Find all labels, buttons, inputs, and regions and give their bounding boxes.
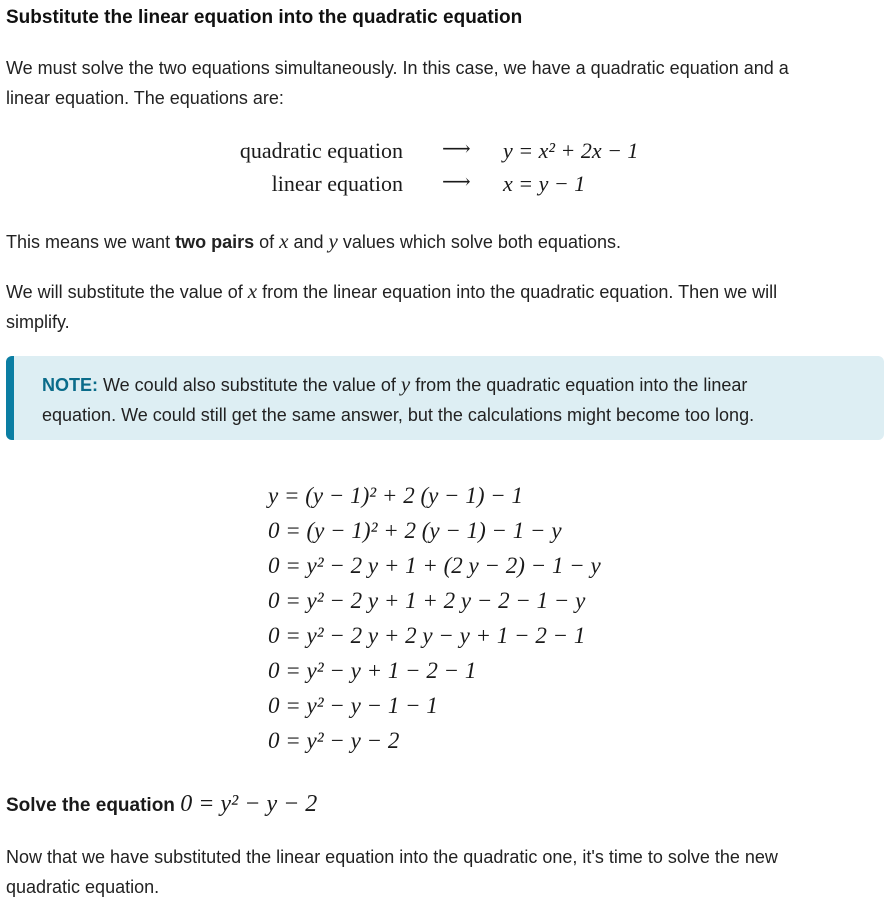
final-paragraph xyxy=(6,842,886,902)
derivation-line: 0 = y² − 2 y + 1 + (2 y − 2) − 1 − y xyxy=(268,553,601,578)
math-variable: x xyxy=(279,229,289,253)
note-line-2: equation. We could still get the same answer, but the calculations might become too long. xyxy=(42,405,755,425)
text-span: from the quadratic equation into the linear xyxy=(410,375,748,395)
equation-row-linear xyxy=(6,171,886,204)
final-line-2: quadratic equation. xyxy=(6,877,160,897)
section-heading-text: Solve the equation xyxy=(6,795,181,816)
note-line-1 xyxy=(42,369,872,400)
arrow-icon: ⟶ xyxy=(442,171,471,193)
note-text xyxy=(42,369,872,430)
arrow-icon: ⟶ xyxy=(442,138,471,160)
pairs-paragraph xyxy=(6,226,886,257)
equations-table xyxy=(6,138,886,204)
intro-line-1: We must solve the two equations simultaneously. In this case, we have a quadratic equation and a xyxy=(6,58,789,78)
section-heading-substitute xyxy=(6,0,522,30)
derivation-line: y = (y − 1)² + 2 (y − 1) − 1 xyxy=(268,483,524,508)
note-label: NOTE: xyxy=(42,375,98,395)
math-variable: x xyxy=(247,279,258,303)
intro-paragraph xyxy=(6,53,886,113)
bold-text: two pairs xyxy=(175,232,255,252)
math-variable: y xyxy=(400,372,411,396)
heading-math: 0 = y² − y − 2 xyxy=(180,791,318,817)
derivation-steps xyxy=(268,478,601,758)
substitute-line-1 xyxy=(6,276,886,307)
text-span: This means we want xyxy=(6,232,176,252)
derivation-line: 0 = y² − y − 2 xyxy=(268,728,400,753)
note-callout xyxy=(6,356,884,440)
section-heading-text: Substitute the linear equation into the quadratic equation xyxy=(6,7,523,28)
derivation-line: 0 = y² − y + 1 − 2 − 1 xyxy=(268,658,477,683)
text-span: We could also substitute the value of xyxy=(98,375,401,395)
derivation-line: 0 = (y − 1)² + 2 (y − 1) − 1 − y xyxy=(268,518,562,543)
substitute-line-2: simplify. xyxy=(6,312,70,332)
derivation-line: 0 = y² − 2 y + 2 y − y + 1 − 2 − 1 xyxy=(268,623,586,648)
equation-row-quadratic xyxy=(6,138,886,171)
text-span: from the linear equation into the quadratic equation. Then we will xyxy=(257,282,778,302)
equation-expression: x = y − 1 xyxy=(503,171,586,196)
text-span: of xyxy=(254,232,280,252)
equation-label: linear equation xyxy=(271,171,403,196)
substitute-paragraph xyxy=(6,276,886,337)
section-heading-solve xyxy=(6,791,317,818)
text-span: values which solve both equations. xyxy=(337,232,621,252)
derivation-line: 0 = y² − y − 1 − 1 xyxy=(268,693,438,718)
derivation-line: 0 = y² − 2 y + 1 + 2 y − 2 − 1 − y xyxy=(268,588,586,613)
intro-line-2: linear equation. The equations are: xyxy=(6,88,284,108)
text-span: We will substitute the value of xyxy=(6,282,248,302)
pairs-text xyxy=(6,226,886,257)
final-line-1: Now that we have substituted the linear equation into the quadratic one, it's time to solve the new xyxy=(6,847,778,867)
text-span: and xyxy=(288,232,329,252)
math-variable: y xyxy=(328,229,338,253)
equation-label: quadratic equation xyxy=(239,138,403,163)
equation-expression: y = x² + 2x − 1 xyxy=(503,138,639,163)
